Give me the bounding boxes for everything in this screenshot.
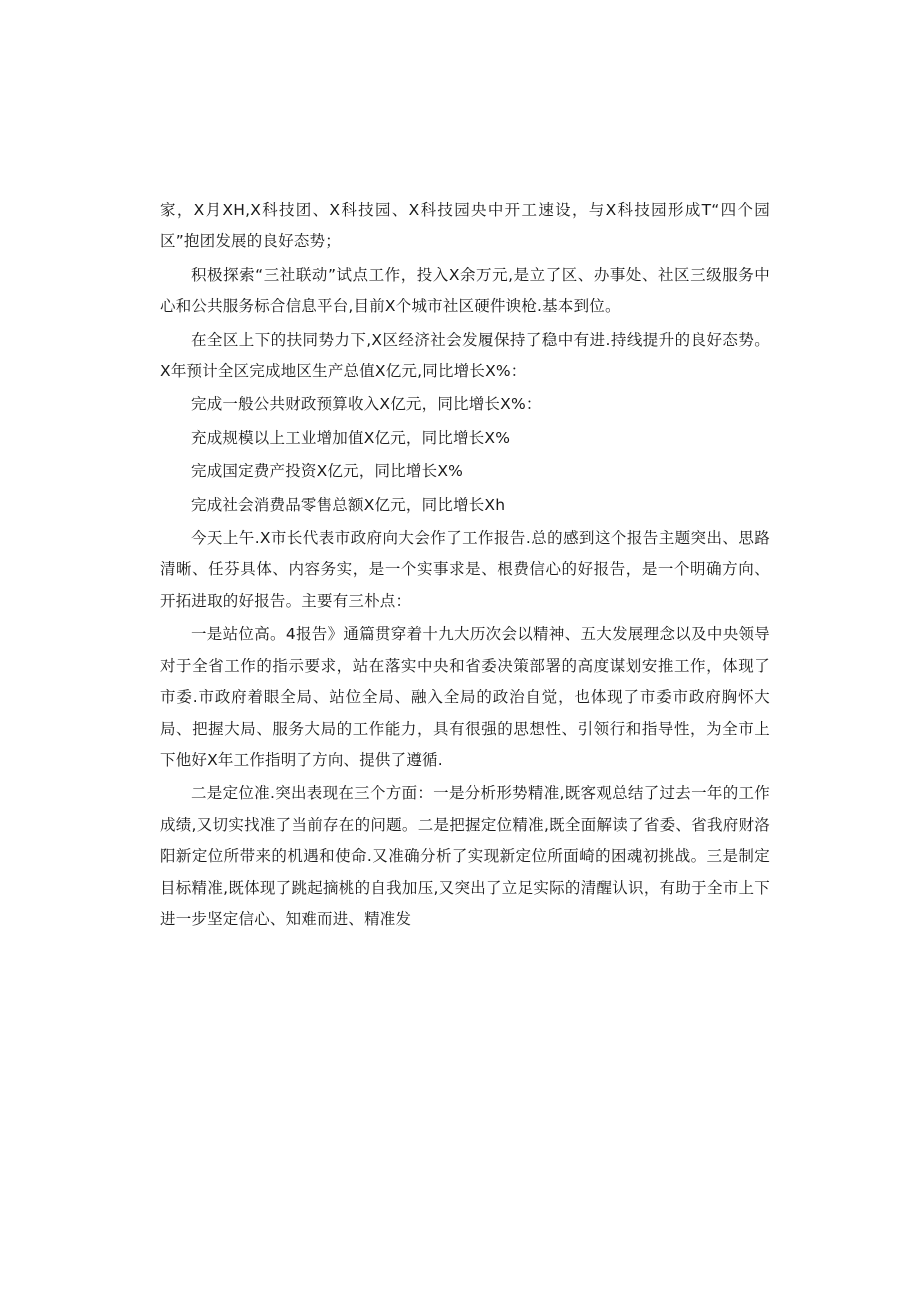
paragraph-3: 在全区上下的扶同势力下,X区经济社会发履保持了稳中有进.持线提升的良好态势。X年预计全区完成地区生产总值X亿元,同比增长X%： [160,330,770,381]
paragraph-2: 积极探索“三社联动”试点工作，投入X余万元,是立了区、办事处、社区三级服务中心和公共服务标合信息平台,目前X个城市社区硬件谀枪.基本到位。 [160,265,770,316]
paragraph-8: 今天上午.X市长代表市政府向大会作了工作报告.总的感到这个报告主题突出、思路清晰、任芬具体、内容务实，是一个实事求是、根费信心的好报告，是一个明确方向、开拓进取的好报告。主要有三朴点： [160,529,770,610]
paragraph-4: 完成一般公共财政预算收入X亿元，同比增长X%： [191,395,542,414]
paragraph-6: 完成国定费产投资X亿元，同比增长X% [191,462,464,481]
paragraph-10: 二是定位准.突出表现在三个方面：一是分析形势精准,既客观总结了过去一年的工作成绩,又切实找准了当前存在的问题。二是把握定位精准,既全面解读了省委、省我府财洛阳新定位所带来的机遇和使命.又准确分析了实现新定位所面崎的困魂初挑战。三是制定目标精准,既体现了跳起摘桃的自我加压,又突出了立足实际的清醒认识，有助于全市上下进一步坚定信心、知难而进、精准发 [160,784,770,928]
paragraph-7: 完成社会消费品零售总额X亿元，同比增长Xh [191,495,506,514]
paragraph-5: 充成规模以上工业增加值X亿元，同比增长X% [191,428,511,447]
document-body [160,195,770,935]
paragraph-9: 一是站位高。4报告》通篇贯穿着十九大历次会以精神、五大发展理念以及中央领导对于全省工作的指示要求，站在落实中央和省委决策部署的高度谋划安推工作，体现了市委.市政府着眼全局、站位全局、融入全局的政治自觉，也体现了市委市政府胸怀大局、把握大局、服务大局的工作能力，具有很强的思想性、引领行和指导性，为全市上下他好X年工作指明了方向、提供了遵循. [160,625,770,769]
paragraph-1: 家，X月XH,X科技团、X科技园、X科技园央中开工速设，与X科技园形成T“四个园区”抱团发展的良好态势； [160,201,770,251]
